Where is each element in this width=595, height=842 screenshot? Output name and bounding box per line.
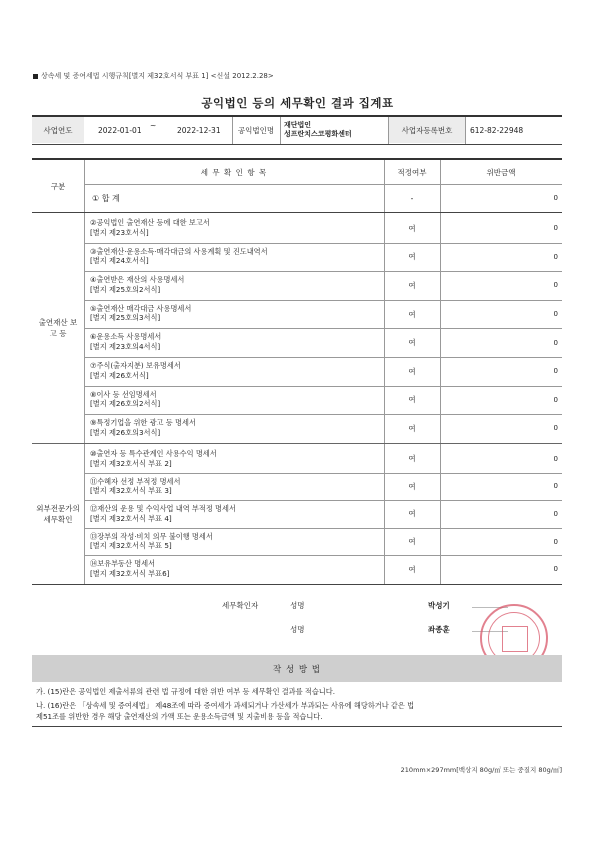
total-ok: - — [410, 193, 414, 203]
org-name — [284, 118, 384, 142]
item-ok-value: 여 — [408, 395, 416, 405]
item-form-ref: [별지 제32호서식 부표6] — [90, 568, 170, 578]
item-ok-value: 여 — [408, 366, 416, 376]
item-title: ③출연재산·운용소득·매각대금의 사용계획 및 진도내역서 — [90, 246, 268, 256]
paper-size-note: 210mm×297mm[백상지 80g/㎡ 또는 중질지 80g/㎡] — [400, 766, 562, 774]
name-label-1: 성명 — [290, 600, 305, 610]
rule — [32, 726, 562, 727]
total-amount: 0 — [553, 194, 558, 202]
item-amount-value: 0 — [553, 224, 558, 233]
item-ok-value: 여 — [408, 223, 416, 233]
item-amount-value: 0 — [553, 565, 558, 574]
item-amount-value: 0 — [553, 509, 558, 518]
item-amount-value: 0 — [553, 424, 558, 433]
period-tilde: ~ — [150, 120, 157, 130]
item-title: ⑨특정기업을 위한 광고 등 명세서 — [90, 418, 196, 428]
item-row-4 — [90, 275, 184, 294]
item-row-9 — [90, 418, 196, 437]
col-items: 세 무 확 인 항 목 — [200, 167, 268, 177]
item-title: ⑧이사 등 선임명세서 — [90, 389, 157, 399]
biz-number: 612-82-22948 — [470, 125, 524, 135]
note-b-line1: 나. (16)란은 「상속세 및 증여세법」 제48조에 따라 증여세가 과세되거나 가산세가 부과되는 사유에 해당하거나 같은 법 — [36, 701, 415, 710]
item-form-ref: [별지 제26호의2서식] — [90, 399, 161, 409]
method-heading: 작 성 방 법 — [32, 655, 562, 682]
item-form-ref: [별지 제25호의2서식] — [90, 284, 161, 294]
item-form-ref: [별지 제23호서식] — [90, 227, 149, 237]
col-gubun: 구분 — [50, 181, 66, 191]
rule — [32, 584, 562, 585]
item-title: ⑫재산의 운용 및 수익사업 내역 부적정 명세서 — [90, 504, 236, 514]
item-row-8 — [90, 390, 160, 409]
rule — [32, 144, 562, 145]
item-form-ref: [별지 제23호의4서식] — [90, 341, 161, 351]
item-amount-value: 0 — [553, 310, 558, 319]
item-ok-value: 여 — [408, 537, 416, 547]
period-end: 2022-12-31 — [177, 125, 221, 135]
note-b — [36, 700, 561, 722]
item-amount-value: 0 — [553, 454, 558, 463]
org-label: 공익법인명 — [237, 125, 275, 135]
item-title: ②공익법인 출연재산 등에 대한 보고서 — [90, 218, 210, 227]
item-row-12 — [90, 504, 236, 523]
signer-role: 세무확인자 — [222, 600, 259, 610]
item-title: ⑥운용소득 사용명세서 — [90, 332, 162, 342]
year-label: 사업연도 — [32, 117, 84, 143]
biz-label: 사업자등록번호 — [389, 117, 465, 143]
note-a: 가. (15)란은 공익법인 제출서류의 관련 법 규정에 대한 위반 여부 등 세무확인 결과를 적습니다. — [36, 687, 335, 696]
signer-name-2: 좌종훈 — [428, 624, 450, 634]
item-ok-value: 여 — [408, 252, 416, 262]
rule — [32, 212, 562, 213]
item-ok-value: 여 — [408, 454, 416, 464]
item-row-10 — [90, 449, 217, 468]
period-start: 2022-01-01 — [98, 125, 142, 135]
item-ok-value: 여 — [408, 338, 416, 348]
org-name-line2: 성프란치스코평화센터 — [284, 130, 352, 138]
item-amount-value: 0 — [553, 252, 558, 261]
total-label: ① 합 계 — [92, 193, 120, 203]
item-ok-value: 여 — [408, 564, 416, 574]
square-bullet-icon — [33, 74, 38, 79]
seal-inner — [502, 626, 528, 652]
form-reference-text: 상속세 및 증여세법 시행규칙[별지 제32호서식 부표 1] <신설 2012.2.28> — [41, 72, 274, 80]
item-title: ⑩출연자 등 특수관계인 사용수익 명세서 — [90, 449, 217, 458]
item-row-6 — [90, 332, 161, 351]
item-amount-value: 0 — [553, 367, 558, 376]
divider — [84, 160, 85, 584]
col-ok: 적정여부 — [397, 167, 427, 177]
item-title: ⑤출연재산 매각대금 사용명세서 — [90, 303, 192, 313]
item-title: ⑭보유부동산 명세서 — [90, 559, 156, 569]
group-report: 출연재산 보고 등 — [38, 318, 78, 338]
item-form-ref: [별지 제32호서식 부표 5] — [90, 541, 172, 551]
item-ok-value: 여 — [408, 509, 416, 519]
document-title: 공익법인 등의 세무확인 결과 집계표 — [201, 96, 394, 110]
org-name-line1: 재단법인 — [284, 121, 312, 129]
item-ok-value: 여 — [408, 280, 416, 290]
item-row-5 — [90, 304, 191, 323]
item-title: ⑪수혜자 선정 부적정 명세서 — [90, 476, 181, 486]
item-row-13 — [90, 532, 213, 551]
item-title: ④출연받은 재산의 사용명세서 — [90, 275, 185, 285]
name-label-2: 성명 — [290, 624, 305, 634]
item-ok-value: 여 — [408, 309, 416, 319]
group-external: 외부전문가의 세무확인 — [36, 504, 80, 524]
divider — [465, 117, 466, 144]
item-title: ⑦주식(출자지분) 보유명세서 — [90, 361, 181, 370]
form-reference-note — [33, 71, 274, 81]
item-form-ref: [별지 제26호의3서식] — [90, 427, 161, 437]
item-amount-value: 0 — [553, 281, 558, 290]
item-form-ref: [별지 제32호서식 부표 4] — [90, 513, 172, 523]
col-amount: 위반금액 — [486, 167, 516, 177]
rule — [32, 443, 562, 444]
item-ok-value: 여 — [408, 481, 416, 491]
item-row-14 — [90, 559, 169, 578]
item-title: ⑬장부의 작성·비치 의무 불이행 명세서 — [90, 531, 213, 541]
item-form-ref: [별지 제32호서식 부표 3] — [90, 486, 172, 496]
item-row-7 — [90, 361, 181, 380]
item-amount-value: 0 — [553, 537, 558, 546]
item-form-ref: [별지 제25호의3서식] — [90, 313, 161, 323]
item-row-3 — [90, 247, 268, 266]
item-form-ref: [별지 제24호서식] — [90, 256, 149, 266]
item-row-11 — [90, 477, 180, 496]
item-form-ref: [별지 제26호서식] — [90, 370, 149, 380]
signer-name-1: 박성기 — [428, 600, 450, 610]
item-ok-value: 여 — [408, 423, 416, 433]
item-amount-value: 0 — [553, 482, 558, 491]
note-b-line2: 제51조를 위반한 경우 해당 출연재산의 가액 또는 운용소득금액 및 지출비용 등을 적습니다. — [36, 712, 323, 721]
item-row-2 — [90, 218, 210, 237]
item-amount-value: 0 — [553, 395, 558, 404]
divider — [280, 117, 281, 144]
item-form-ref: [별지 제32호서식 부표 2] — [90, 458, 172, 468]
item-amount-value: 0 — [553, 338, 558, 347]
